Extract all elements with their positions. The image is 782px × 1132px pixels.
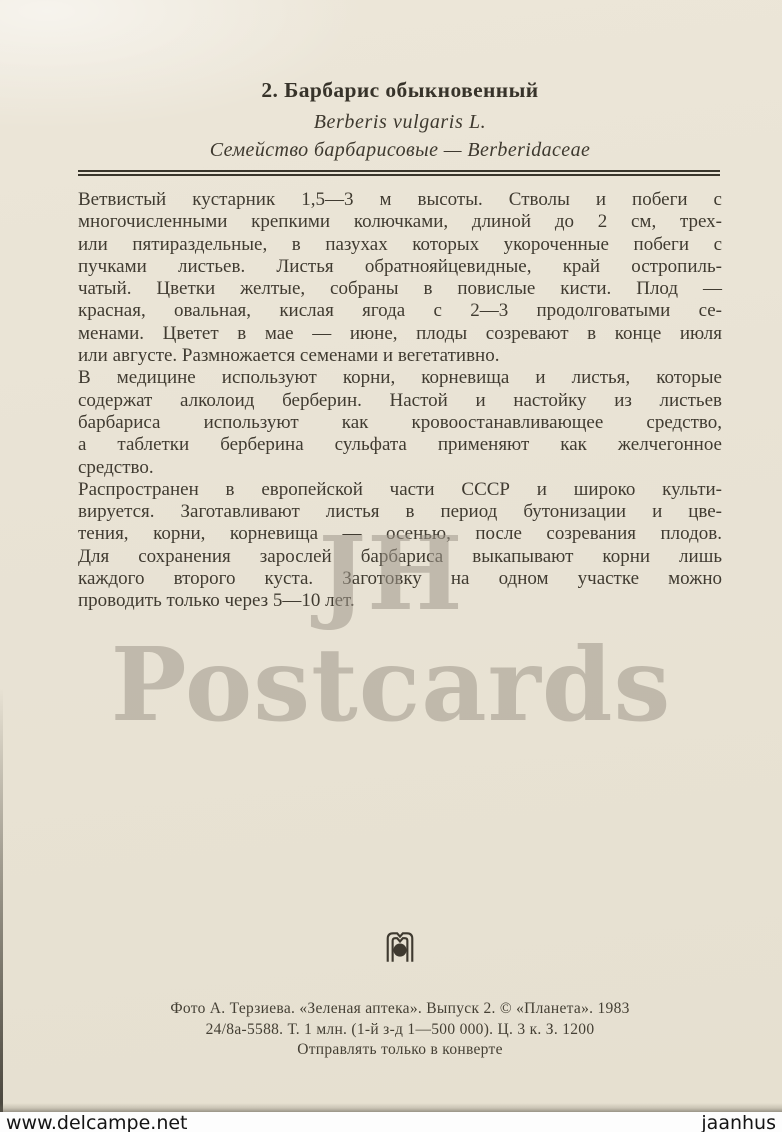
text-line: менами. Цветет в мае — июне, плоды созревают в конце июля: [78, 322, 722, 344]
text-line: а таблетки берберина сульфата применяют как желчегонное: [78, 434, 722, 456]
text-line: каждого второго куста. Заготовку на одном участке можно: [78, 568, 722, 590]
delcampe-url-text: www.delcampe.net: [6, 1112, 188, 1132]
text-line: чатый. Цветки желтые, собраны в повислые кисти. Плод —: [78, 278, 722, 300]
card-left-edge-shadow: [0, 688, 3, 1112]
text-line: многочисленными крепкими колючками, длиной до 2 см, трех-: [78, 211, 722, 233]
text-line: В медицине используют корни, корневища и листья, которые: [78, 367, 722, 389]
planeta-publisher-logo-icon: [382, 929, 418, 963]
text-line: Ветвистый кустарник 1,5—3 м высоты. Стволы и побеги с: [78, 189, 722, 210]
imprint: [78, 999, 722, 1061]
jh-postcards-watermark: JH Postcards: [110, 514, 672, 745]
page-title: 2. Барбарис обыкновенный: [261, 78, 539, 102]
logo-dot: [393, 944, 406, 957]
description-text: [78, 189, 722, 613]
family-name: Семейство барбарисовые — Berberidaceae: [209, 139, 591, 161]
latin-name: Berberis vulgaris L.: [313, 111, 487, 133]
text-line: содержат алколоид берберин. Настой и настойку из листьев: [78, 389, 722, 411]
text-line: Для сохранения зарослей барбариса выкапывают корни лишь: [78, 545, 722, 567]
delcampe-footer-bar: [0, 1112, 782, 1132]
imprint-line: Фото А. Терзиева. «Зеленая аптека». Выпуск 2. © «Планета». 1983: [170, 1000, 630, 1017]
seller-name-text: jaanhus: [701, 1112, 776, 1132]
text-line: пучками листьев. Листья обратнояйцевидные, край остропиль-: [78, 255, 722, 277]
text-line: барбариса используют как кровоостанавливающее средство,: [78, 411, 722, 433]
text-line: Распространен в европейской части СССР и широко культи-: [78, 478, 722, 500]
text-line: или августе. Размножается семенами и вегетативно.: [78, 345, 500, 367]
imprint-line: 24/8а-5588. Т. 1 млн. (1-й з-д 1—500 000). Ц. 3 к. З. 1200: [205, 1020, 595, 1038]
double-rule-divider: [78, 170, 720, 176]
text-line: вируется. Заготавливают листья в период бутонизации и цве-: [78, 501, 722, 523]
text-line: или пятираздельные, в пазухах которых укороченные побеги с: [78, 233, 722, 255]
text-line: красная, овальная, кислая ягода с 2—3 продолговатыми се-: [78, 300, 722, 322]
imprint-line: Отправлять только в конверте: [297, 1041, 503, 1058]
text-line: проводить только через 5—10 лет.: [78, 590, 355, 612]
text-line: тения, корни, корневища — осенью, после созревания плодов.: [78, 523, 722, 545]
text-line: средство.: [78, 456, 154, 478]
